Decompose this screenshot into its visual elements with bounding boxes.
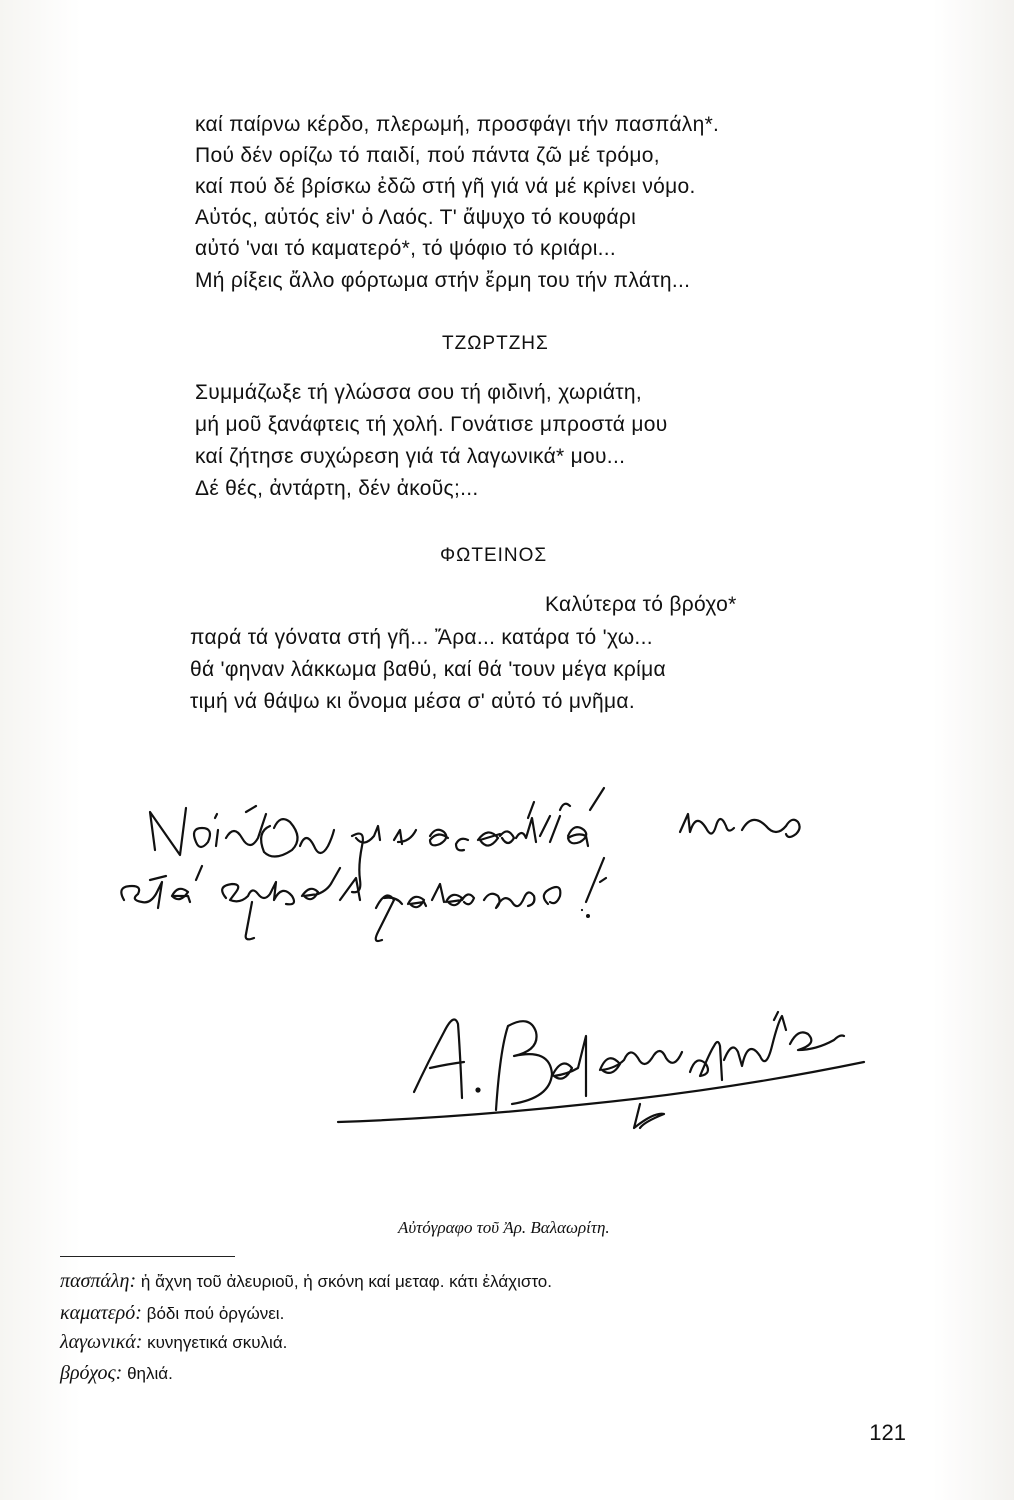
poem-line: μή μοῦ ξανάφτεις τή χολή. Γονάτισε μπροστά μου [195,413,668,436]
handwriting-stroke [302,868,360,900]
poem-line: καί πού δέ βρίσκω ἐδῶ στή γῆ γιά νά μέ κρίνει νόμο. [195,175,696,198]
poem-line: καί ζήτησε συχώρεση γιά τά λαγωνικά* μου... [195,445,626,468]
handwriting-stroke [680,814,734,834]
poem-line: Καλύτερα τό βρόχο* [545,593,737,616]
handwriting-stroke [568,827,588,846]
handwriting-stroke [430,830,468,851]
footnote-definition: θηλιά. [127,1364,173,1383]
footnote-definition: κυνηγετικά σκυλιά. [147,1333,288,1352]
poem-line: τιμή νά θάψω κι ὄνομα μέσα σ' αὐτό τό μνῆμα. [190,690,636,713]
signature-stroke [774,1012,778,1020]
poem-line: Συμμάζωξε τή γλώσσα σου τή φιδινή, χωριάτη, [195,381,643,404]
signature-stroke [338,1062,864,1122]
handwriting-stroke [300,830,334,853]
handwriting-stroke [222,882,294,904]
poem-line: Δέ θές, ἀντάρτη, δέν ἀκοῦς;... [195,477,479,500]
footnote-term: πασπάλη: [60,1270,137,1292]
handwriting-stroke [544,887,561,904]
footnote [60,1331,287,1354]
handwriting-stroke [484,892,534,908]
signature-stroke [552,1036,586,1096]
handwriting-stroke [394,830,416,844]
handwriting-stroke [150,808,186,855]
signature-stroke [600,1051,682,1073]
footnote-term: καματερό: [60,1302,142,1324]
poem-line: αὐτό 'ναι τό καματερό*, τό ψόφιο τό κριάρι... [195,237,617,260]
handwriting-stroke [261,819,297,856]
poem-line: Πού δέν ορίζω τό παιδί, πού πάντα ζῶ μέ τρόμο, [195,144,660,167]
footnote-definition: ἡ ἄχνη τοῦ ἀλευριοῦ, ἡ σκόνη καί μεταφ. κάτι ἐλάχιστο. [140,1272,552,1291]
autograph-caption: Αὐτόγραφο τοῦ Ἀρ. Βαλαωρίτη. [398,1218,610,1237]
signature-stroke [724,1016,844,1066]
poem-line: καί παίρνω κέρδο, πλερωμή, προσφάγι τήν πασπάλη*. [195,113,720,136]
handwriting-stroke [246,902,254,939]
signature-stroke [430,1062,464,1068]
handwriting-stroke [742,820,800,837]
footnote [60,1362,173,1385]
signature-stroke [634,1104,664,1128]
handwriting-stroke [582,858,604,910]
speaker-name: ΦΩΤΕΙΝΟΣ [440,545,548,566]
handwriting-stroke [121,876,166,908]
signature-stroke [496,1021,552,1110]
signature-stroke [690,1042,722,1080]
page-number: 121 [869,1420,906,1445]
handwriting-stroke [376,896,402,942]
footnote-term: λαγωνικά: [60,1331,143,1353]
footnote [60,1270,552,1293]
poem-line: παρά τά γόνατα στή γῆ... Ἄρα... κατάρα τό 'χω... [190,626,653,649]
handwriting-stroke [478,804,570,846]
footnote-definition: βόδι πού ὀργώνει. [146,1304,285,1323]
footnote-term: βρόχος: [60,1362,123,1384]
footnote-divider [60,1256,235,1257]
handwriting-stroke [600,878,606,882]
handwriting-stroke [215,814,218,846]
handwriting-stroke [432,884,474,905]
handwriting-stroke [408,897,426,907]
footnote [60,1302,284,1325]
handwriting-stroke [194,828,210,847]
poem-line: Αὐτός, αὐτός εἰν' ὁ Λαός. Τ' ἄψυχο τό κουφάρι [195,206,637,229]
poem-line: Μή ρίξεις ἄλλο φόρτωμα στήν ἔρμη του τήν πλάτη... [195,269,691,292]
handwriting-stroke [172,866,202,902]
poem-line: θά 'φηναν λάκκωμα βαθύ, καί θά 'τουν μέγα κρίμα [190,658,666,681]
speaker-name: ΤΖΩΡΤΖΗΣ [442,333,549,354]
signature-stroke [414,1020,462,1099]
